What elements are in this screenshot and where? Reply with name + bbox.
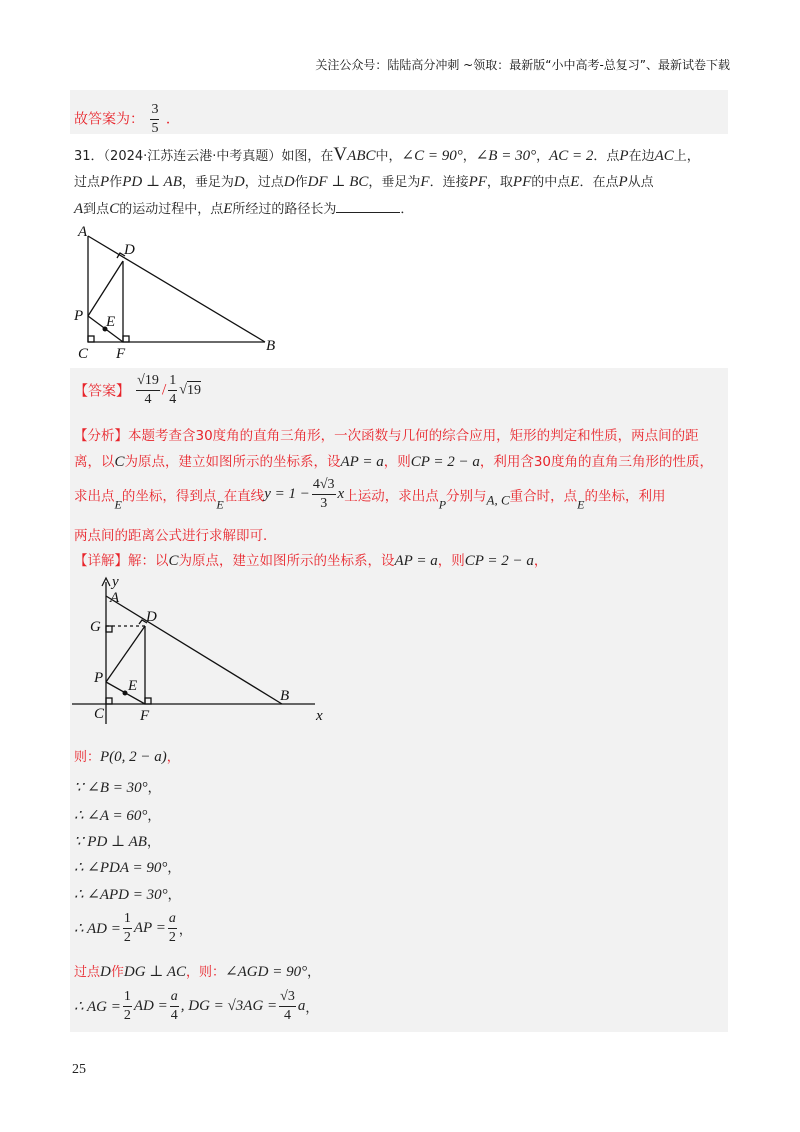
math: AP = xyxy=(133,920,166,936)
prev-answer-den: 5 xyxy=(151,121,159,136)
answer-alt-num: 1 xyxy=(168,374,177,391)
text: ．点 xyxy=(593,149,620,164)
step-3 xyxy=(74,805,160,825)
label-b: B xyxy=(266,338,276,354)
math: a xyxy=(297,998,306,1014)
right-angle-c xyxy=(88,336,94,342)
math: AP = a xyxy=(340,454,384,470)
step-5 xyxy=(74,857,180,877)
text: ，过点 xyxy=(244,175,284,190)
text: ， xyxy=(147,781,161,796)
step-8 xyxy=(74,961,320,981)
text: ． xyxy=(400,202,414,217)
math: ∠AGD = 90° xyxy=(225,964,308,980)
answer-label: 【答案】 xyxy=(74,383,130,400)
text: ，垂足为 xyxy=(181,175,234,190)
math: PD ⊥ AB xyxy=(122,174,182,190)
page-header: 关注公众号：陆陆高分冲刺 ~领取：最新版“小中高考-总复习”、最新试卷下载 xyxy=(315,58,730,72)
prev-answer-num: 3 xyxy=(150,103,159,120)
num: a xyxy=(168,912,177,929)
text: 如图，在 xyxy=(281,149,334,164)
text: 过点 xyxy=(74,175,101,190)
math: D xyxy=(283,174,295,190)
math: ∠B = 30° xyxy=(475,148,537,164)
right-angle-f xyxy=(123,336,129,342)
label-x: x xyxy=(316,708,323,724)
text: 解：以 xyxy=(128,553,169,569)
math: AP = a xyxy=(394,553,438,569)
math: E xyxy=(114,497,122,512)
math: AC = 2 xyxy=(549,148,594,164)
math: ∴ AD = xyxy=(74,921,121,937)
text: 的坐标，得到点 xyxy=(121,488,217,505)
label-f: F xyxy=(116,346,126,362)
problem-line-3 xyxy=(74,198,413,218)
label-d: D xyxy=(146,609,157,625)
analysis-line-2 xyxy=(74,450,713,471)
label-b: B xyxy=(280,688,290,704)
problem-source: （2024·江苏连云港·中考真题） xyxy=(103,149,282,164)
math: PF xyxy=(512,174,532,190)
text: ， xyxy=(167,861,181,876)
math: x xyxy=(337,486,345,502)
text: ，则 xyxy=(383,454,411,470)
math: ∠C = 90° xyxy=(401,148,463,164)
label-y: y xyxy=(112,574,119,590)
fraction xyxy=(168,912,177,945)
step-6 xyxy=(74,884,181,904)
text: 上运动，求出点 xyxy=(344,488,439,505)
text: 作 xyxy=(109,175,123,190)
math: E xyxy=(577,497,585,512)
text: ， xyxy=(167,888,181,903)
page-number: 25 xyxy=(72,1062,86,1077)
math: , DG = √3AG = xyxy=(180,998,278,1014)
segment-pd xyxy=(88,261,123,316)
text: 所经过的路径长为 xyxy=(232,202,337,217)
fraction xyxy=(170,990,179,1023)
text: ，则 xyxy=(437,553,465,569)
fraction xyxy=(123,990,132,1023)
text: 求出点 xyxy=(74,488,115,505)
step-7 xyxy=(74,912,192,945)
math: ∴ ∠PDA = 90° xyxy=(74,860,168,876)
text: 过点 xyxy=(74,965,101,980)
right-angle-c xyxy=(106,698,112,704)
label-c: C xyxy=(78,346,89,362)
analysis-label: 【分析】 xyxy=(74,428,128,444)
problem-line-1: 31．（2024·江苏连云港·中考真题）如图，在VABC中，∠C = 90°，∠B = 30°，AC = 2．点P在边AC上， xyxy=(74,144,700,165)
text: ， xyxy=(178,923,192,938)
label-g: G xyxy=(90,619,101,635)
text: ，则： xyxy=(186,965,226,980)
math: y = 1 − xyxy=(264,486,310,502)
text: ，利用含30度角的直角三角形的性质， xyxy=(479,454,714,470)
math: CP = 2 − a xyxy=(464,553,534,569)
text: 离，以 xyxy=(74,454,115,470)
math: C xyxy=(168,553,179,569)
text: 为原点，建立如图所示的坐标系，设 xyxy=(178,553,395,569)
detail-line-1 xyxy=(74,549,547,570)
math: P(0, 2 − a) xyxy=(100,749,167,765)
label-f: F xyxy=(140,708,150,724)
right-angle-g xyxy=(106,626,112,632)
problem-number: 31． xyxy=(74,149,104,164)
math: E xyxy=(223,201,233,217)
prev-answer xyxy=(74,103,180,136)
math: P xyxy=(619,148,629,164)
problem-line-2 xyxy=(74,171,654,191)
answer-fraction xyxy=(136,374,160,407)
answer-den: 4 xyxy=(144,392,152,407)
text: ．在点 xyxy=(579,175,619,190)
math: AC xyxy=(654,148,674,164)
math: C xyxy=(114,454,125,470)
text: 则： xyxy=(74,750,101,765)
den: 4 xyxy=(284,1008,291,1023)
math: D xyxy=(233,174,245,190)
math: CP = 2 − a xyxy=(410,454,480,470)
fraction xyxy=(279,990,296,1023)
math: ABC xyxy=(347,148,376,164)
num: 1 xyxy=(123,912,132,929)
right-angle-f xyxy=(145,698,151,704)
den: 4 xyxy=(170,1008,178,1023)
text: 的运动过程中，点 xyxy=(119,202,224,217)
step-2 xyxy=(74,777,161,797)
den: 2 xyxy=(123,1008,131,1023)
answer-alt-radicand: 19 xyxy=(186,382,201,398)
text: 分别与 xyxy=(446,488,487,505)
text: 为原点，建立如图所示的坐标系，设 xyxy=(124,454,341,470)
analysis-line-3 xyxy=(74,478,666,513)
answer-blank xyxy=(336,200,400,213)
text: ，垂足为 xyxy=(368,175,421,190)
math: ∴ ∠A = 60° xyxy=(74,808,148,824)
answer-alt-root: √19 xyxy=(179,382,201,398)
label-d: D xyxy=(124,242,135,258)
point-e xyxy=(123,691,128,696)
slope-num: 4√3 xyxy=(312,478,336,495)
figure-2 xyxy=(70,574,340,730)
answer-num: √19 xyxy=(136,374,160,391)
num: a xyxy=(170,990,179,1007)
fraction xyxy=(123,912,132,945)
segment-pd xyxy=(106,626,145,682)
text: 从点 xyxy=(627,175,654,190)
math: AD = xyxy=(133,998,168,1014)
step-1 xyxy=(74,746,180,766)
math: P xyxy=(100,174,110,190)
figure-1 xyxy=(70,222,290,362)
math: ∵ ∠B = 30° xyxy=(74,780,148,796)
step-4 xyxy=(74,831,160,851)
math: ∵ PD ⊥ AB xyxy=(74,834,147,850)
step-9 xyxy=(74,990,318,1023)
math: P xyxy=(618,174,628,190)
answer-alt-den: 4 xyxy=(169,392,177,407)
num: 1 xyxy=(123,990,132,1007)
answer-line xyxy=(74,374,201,407)
math: F xyxy=(420,174,430,190)
label-a: A xyxy=(110,590,120,606)
text: 作 xyxy=(294,175,308,190)
analysis-line-4: 两点间的距离公式进行求解即可． xyxy=(74,528,277,544)
answer-slash: / xyxy=(161,381,167,399)
math: PF xyxy=(468,174,487,190)
prev-answer-label: 故答案为： xyxy=(74,111,144,128)
label-e: E xyxy=(106,314,116,330)
text: 本题考查含30度角的直角三角形，一次函数与几何的综合应用，矩形的判定和性质，两点间的距 xyxy=(128,428,699,444)
math: E xyxy=(216,497,224,512)
text: 上， xyxy=(673,149,700,164)
text: 作 xyxy=(110,965,124,980)
text: ， xyxy=(147,809,161,824)
den: 2 xyxy=(168,930,176,945)
math: D xyxy=(100,964,111,980)
label-p: P xyxy=(74,308,84,324)
math: C xyxy=(109,201,120,217)
text: 中， xyxy=(375,149,402,164)
math: ∴ AG = xyxy=(74,999,121,1015)
text: ， xyxy=(533,553,548,569)
analysis-line-1 xyxy=(74,424,699,444)
slope-den: 3 xyxy=(320,496,328,511)
math: P xyxy=(438,497,447,512)
text: 的坐标，利用 xyxy=(584,488,666,505)
label-p: P xyxy=(94,670,104,686)
text: ．连接 xyxy=(429,175,469,190)
math: E xyxy=(570,174,580,190)
text: ， xyxy=(305,1001,319,1016)
math: DF ⊥ BC xyxy=(307,174,369,190)
text: ， xyxy=(307,965,321,980)
math: DG ⊥ AC xyxy=(123,964,187,980)
text: 重合时，点 xyxy=(509,488,578,505)
den: 2 xyxy=(123,930,131,945)
math: ∴ ∠APD = 30° xyxy=(74,887,168,903)
label-c: C xyxy=(94,706,105,722)
line-slope-fraction xyxy=(312,478,336,511)
text: 在边 xyxy=(628,149,655,164)
answer-alt-fraction xyxy=(168,374,177,407)
label-e: E xyxy=(128,678,138,694)
label-a: A xyxy=(78,224,88,240)
triangle-symbol: V xyxy=(333,144,348,165)
text: ， xyxy=(166,750,180,765)
num: √3 xyxy=(279,990,296,1007)
detail-label: 【详解】 xyxy=(74,553,128,569)
text: ，取 xyxy=(486,175,513,190)
text: 的中点 xyxy=(531,175,571,190)
text: 到点 xyxy=(83,202,110,217)
text: ， xyxy=(146,835,160,850)
prev-answer-tail: ． xyxy=(165,111,180,128)
prev-answer-fraction xyxy=(150,103,159,136)
text: 在直线 xyxy=(223,488,265,505)
math: A xyxy=(74,201,84,217)
math: A, C xyxy=(486,492,510,508)
